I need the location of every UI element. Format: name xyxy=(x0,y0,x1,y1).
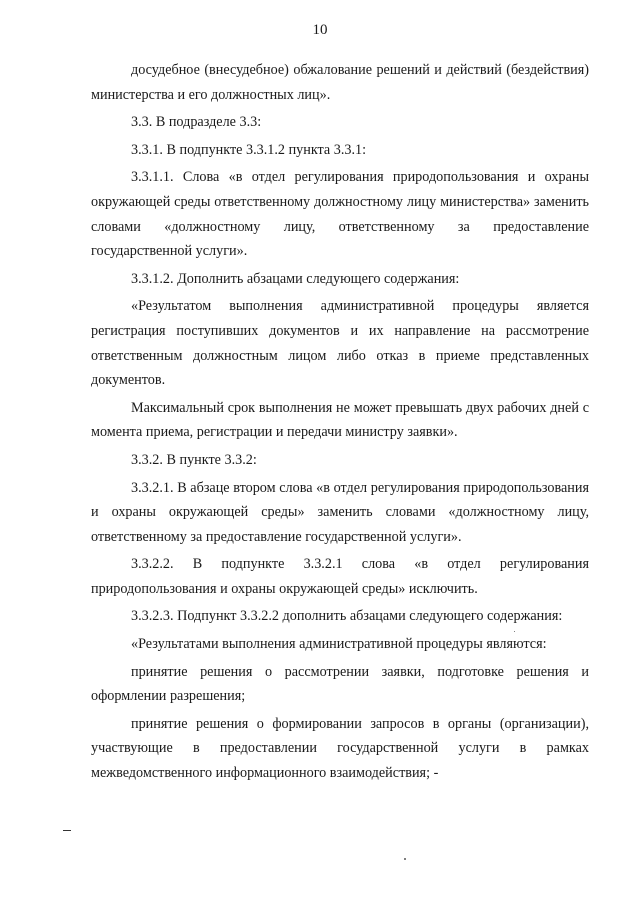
paragraph-section-3-3: 3.3. В подразделе 3.3: xyxy=(131,114,262,131)
scan-speck xyxy=(404,858,406,860)
paragraph-max-term: Максимальный срок выполнения не может превышать двух рабочих дней с момента приема, регистрации и передачи министру заявки». xyxy=(91,399,589,441)
scan-speck xyxy=(514,631,515,632)
paragraph-3-3-2: 3.3.2. В пункте 3.3.2: xyxy=(131,451,257,468)
paragraph-3-3-1-2: 3.3.1.2. Дополнить абзацами следующего содержания: xyxy=(131,270,460,287)
paragraph-results-intro: «Результатами выполнения административной процедуры являются: xyxy=(131,636,547,653)
paragraph-3-3-2-3: 3.3.2.3. Подпункт 3.3.2.2 дополнить абзацами следующего содержания: xyxy=(131,608,563,625)
page-number: 10 xyxy=(312,22,328,38)
paragraph-decision-requests: принятие решения о формировании запросов в органы (организации), участвующие в предоставлении государственной услуги в рамках межведомственного информационного взаимодействия; - xyxy=(91,715,589,782)
paragraph-3-3-1-1: 3.3.1.1. Слова «в отдел регулирования природопользования и охраны окружающей среды ответственному должностному лицу министерства» заменить словами «должностному лицу, ответственному за предоставление государственной услуги». xyxy=(91,169,589,260)
paragraph-3-3-2-1: 3.3.2.1. В абзаце втором слова «в отдел регулирования природопользования и охраны окружающей среды» заменить словами «должностному лицу, ответственному за предоставление государственной услуги». xyxy=(91,479,589,545)
scan-mark xyxy=(63,830,71,831)
paragraph-3-3-2-2: 3.3.2.2. В подпункте 3.3.2.1 слова «в отдел регулирования природопользования и охраны окружающей среды» исключить. xyxy=(91,556,589,597)
document-body xyxy=(91,58,589,786)
paragraph-continuation: досудебное (внесудебное) обжалование решений и действий (бездействия) министерства и его должностных лиц». xyxy=(91,62,589,103)
paragraph-3-3-1: 3.3.1. В подпункте 3.3.1.2 пункта 3.3.1: xyxy=(131,141,367,158)
paragraph-decision-review: принятие решения о рассмотрении заявки, подготовке решения и оформлении разрешения; xyxy=(91,663,589,705)
paragraph-result-registration: «Результатом выполнения административной процедуры является регистрация поступивших документов и их направление на рассмотрение ответственным должностным лицом либо отказ в приеме представленных документов. xyxy=(91,298,589,389)
